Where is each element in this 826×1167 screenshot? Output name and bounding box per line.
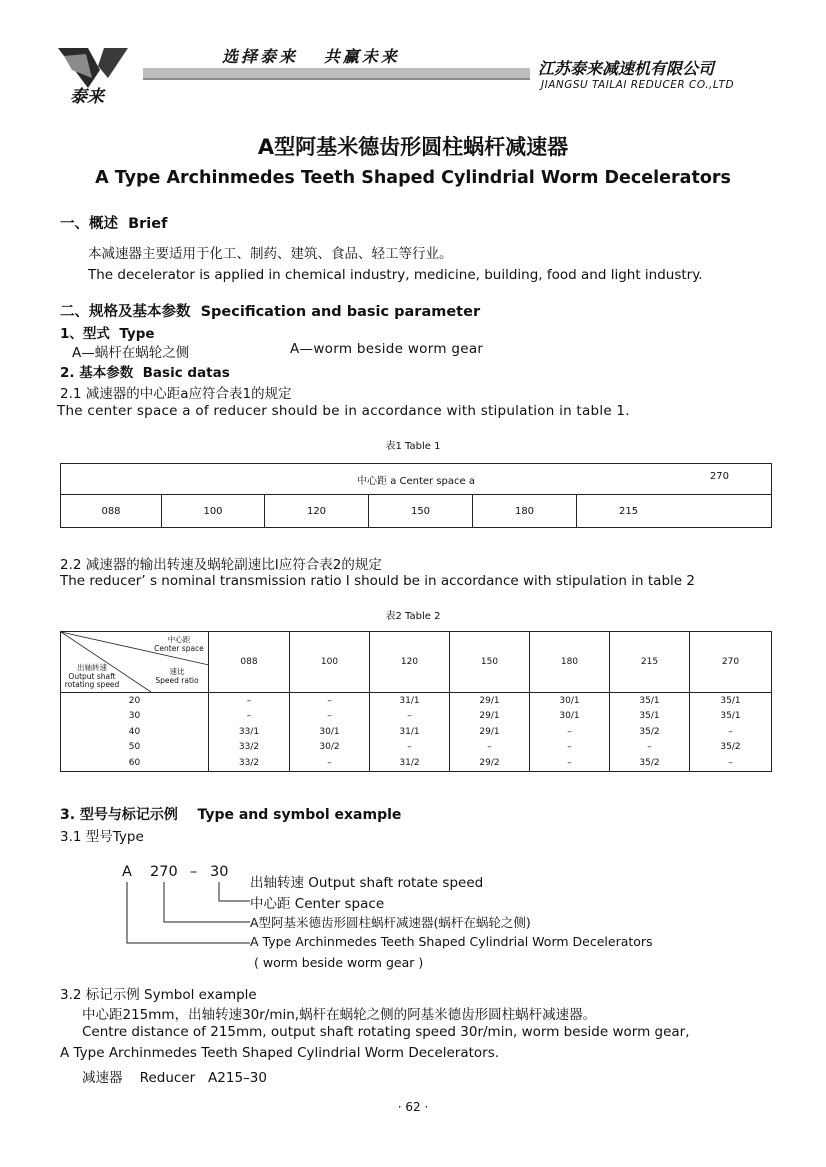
para-2-1-en: The center space a of reducer should be in accordance with stipulation in table 1. (57, 403, 630, 419)
table2 (60, 631, 772, 772)
ratio-cell: – (290, 693, 370, 709)
ratio-cell: 35/2 (610, 724, 690, 740)
brief-text-cn: 本减速器主要适用于化工、制药、建筑、食品、轻工等行业。 (88, 246, 453, 262)
symbol-heading-en: Type and symbol example (197, 807, 402, 823)
ratio-cell: – (530, 740, 610, 756)
table2-col-header: 100 (290, 632, 370, 693)
table2-col-header: 270 (690, 632, 772, 693)
para-2-2-en: The reducer’ s nominal transmission ratio I should be in accordance with stipulation in table 2 (60, 573, 695, 589)
ratio-cell: – (370, 709, 450, 725)
table-row (61, 709, 772, 725)
code-label-worm: ( worm beside worm gear ) (254, 955, 424, 970)
ratio-cell: – (209, 709, 290, 725)
ratio-cell: – (450, 740, 530, 756)
table2-col-header: 120 (370, 632, 450, 693)
table1-cell: 150 (369, 495, 473, 528)
brief-heading-en: Brief (128, 216, 168, 232)
table2-caption: 表2 Table 2 (385, 611, 441, 622)
ratio-cell: – (370, 740, 450, 756)
type-cn: A—蜗杆在蜗轮之侧 (72, 345, 190, 361)
speed-cell: 40 (61, 724, 209, 740)
corner-center-space: 中心距 Center space (154, 635, 204, 653)
ratio-cell: – (209, 693, 290, 709)
type-heading-cn: 1、型式 (60, 326, 110, 342)
table2-col-header: 180 (530, 632, 610, 693)
ratio-cell: 33/1 (209, 724, 290, 740)
basic-heading-en: Basic datas (142, 365, 230, 381)
speed-cell: 50 (61, 740, 209, 756)
brief-heading-cn: 一、概述 (60, 216, 118, 232)
table-row (61, 740, 772, 756)
type-en: A—worm beside worm gear (290, 341, 484, 357)
code-speed: 30 (210, 864, 229, 880)
ratio-cell: 31/2 (370, 755, 450, 771)
table-row (61, 755, 772, 771)
table2-col-header: 088 (209, 632, 290, 693)
ratio-cell: 30/2 (290, 740, 370, 756)
example-en-1: Centre distance of 215mm, output shaft rotating speed 30r/min, worm beside worm gear, (82, 1024, 690, 1040)
table1-header (61, 464, 772, 495)
speed-cell: 30 (61, 709, 209, 725)
ratio-cell: 35/1 (610, 709, 690, 725)
ratio-cell: – (530, 755, 610, 771)
symbol-heading-cn: 3. 型号与标记示例 (60, 807, 178, 823)
header-bar (143, 68, 530, 78)
code-label-center: 中心距 Center space (250, 896, 385, 912)
table1-cell: 100 (162, 495, 265, 528)
header-bar-line (143, 78, 530, 80)
code-label-type-cn: A型阿基米德齿形圆柱蜗杆减速器(蜗杆在蜗轮之侧) (250, 915, 531, 930)
table2-col-header: 150 (450, 632, 530, 693)
para-2-2-cn: 2.2 减速器的输出转速及蜗轮副速比I应符合表2的规定 (60, 557, 382, 573)
table-row (61, 724, 772, 740)
code-center: 270 (150, 864, 178, 880)
ratio-cell: 33/2 (209, 755, 290, 771)
reducer-en: Reducer (139, 1070, 196, 1086)
slogan: 选择泰来 共赢未来 (222, 47, 400, 66)
reducer-cn: 减速器 (82, 1070, 123, 1086)
code-dash: – (190, 864, 198, 880)
table1-cell: 180 (473, 495, 577, 528)
corner-speed-ratio: 速比 Speed ratio (155, 667, 199, 685)
table2-corner-cell (61, 632, 209, 693)
ratio-cell: – (290, 755, 370, 771)
ratio-cell: 30/1 (530, 693, 610, 709)
basic-heading (60, 361, 230, 381)
ratio-cell: 29/1 (450, 709, 530, 725)
speed-cell: 20 (61, 693, 209, 709)
code-label-type-en: A Type Archinmedes Teeth Shaped Cylindrial Worm Decelerators (250, 934, 653, 949)
company-name-cn: 江苏泰来减速机有限公司 (538, 59, 715, 78)
ratio-cell: 35/1 (690, 709, 772, 725)
section-3-1: 3.1 型号Type (60, 829, 144, 845)
table1-header-label: 中心距 a Center space a (357, 475, 475, 487)
type-heading-en: Type (119, 326, 155, 342)
code-a: A (122, 864, 132, 880)
brief-heading (60, 212, 167, 233)
reducer-code: A215–30 (208, 1070, 267, 1086)
reducer-line (82, 1066, 267, 1086)
title-en: A Type Archinmedes Teeth Shaped Cylindrial Worm Decelerators (95, 168, 731, 188)
ratio-cell: – (290, 709, 370, 725)
ratio-cell: 31/1 (370, 724, 450, 740)
ratio-cell: 33/2 (209, 740, 290, 756)
table1-header-extra: 270 (709, 471, 729, 482)
ratio-cell: 29/1 (450, 724, 530, 740)
symbol-heading (60, 804, 401, 824)
ratio-cell: 35/1 (690, 693, 772, 709)
ratio-cell: 35/2 (690, 740, 772, 756)
code-label-speed: 出轴转速 Output shaft rotate speed (250, 875, 484, 891)
table1-caption: 表1 Table 1 (385, 441, 441, 452)
code-leader-lines (120, 878, 255, 950)
ratio-cell: – (690, 724, 772, 740)
spec-heading (60, 300, 480, 321)
page-number: · 62 · (397, 1100, 429, 1114)
table1 (60, 463, 772, 528)
spec-heading-cn: 二、规格及基本参数 (60, 304, 191, 320)
table1-cell: 215 (577, 495, 772, 528)
example-en-2: A Type Archinmedes Teeth Shaped Cylindrial Worm Decelerators. (60, 1045, 500, 1061)
company-name-en: JIANGSU TAILAI REDUCER CO.,LTD (541, 79, 735, 91)
ratio-cell: 29/2 (450, 755, 530, 771)
section-3-2: 3.2 标记示例 Symbol example (60, 987, 257, 1003)
spec-heading-en: Specification and basic parameter (200, 304, 481, 320)
ratio-cell: – (530, 724, 610, 740)
para-2-1-cn: 2.1 减速器的中心距a应符合表1的规定 (60, 386, 292, 402)
ratio-cell: 35/1 (610, 693, 690, 709)
ratio-cell: 30/1 (530, 709, 610, 725)
corner-output-speed: 出轴转速 Output shaft rotating speed (64, 663, 120, 689)
title-cn: A型阿基米德齿形圆柱蜗杆减速器 (257, 135, 569, 159)
basic-heading-cn: 2. 基本参数 (60, 365, 134, 381)
type-heading (60, 322, 155, 342)
ratio-cell: – (610, 740, 690, 756)
ratio-cell: 29/1 (450, 693, 530, 709)
logo-text: 泰来 (70, 87, 104, 107)
example-cn: 中心距215mm，出轴转速30r/min,蜗杆在蜗轮之侧的阿基米德齿形圆柱蜗杆减速器。 (82, 1007, 597, 1023)
brief-text-en: The decelerator is applied in chemical industry, medicine, building, food and light industry. (88, 267, 703, 283)
ratio-cell: 30/1 (290, 724, 370, 740)
ratio-cell: 35/2 (610, 755, 690, 771)
table2-col-header: 215 (610, 632, 690, 693)
speed-cell: 60 (61, 755, 209, 771)
table1-cell: 120 (265, 495, 369, 528)
ratio-cell: – (690, 755, 772, 771)
table1-cell: 088 (61, 495, 162, 528)
ratio-cell: 31/1 (370, 693, 450, 709)
table-row (61, 693, 772, 709)
